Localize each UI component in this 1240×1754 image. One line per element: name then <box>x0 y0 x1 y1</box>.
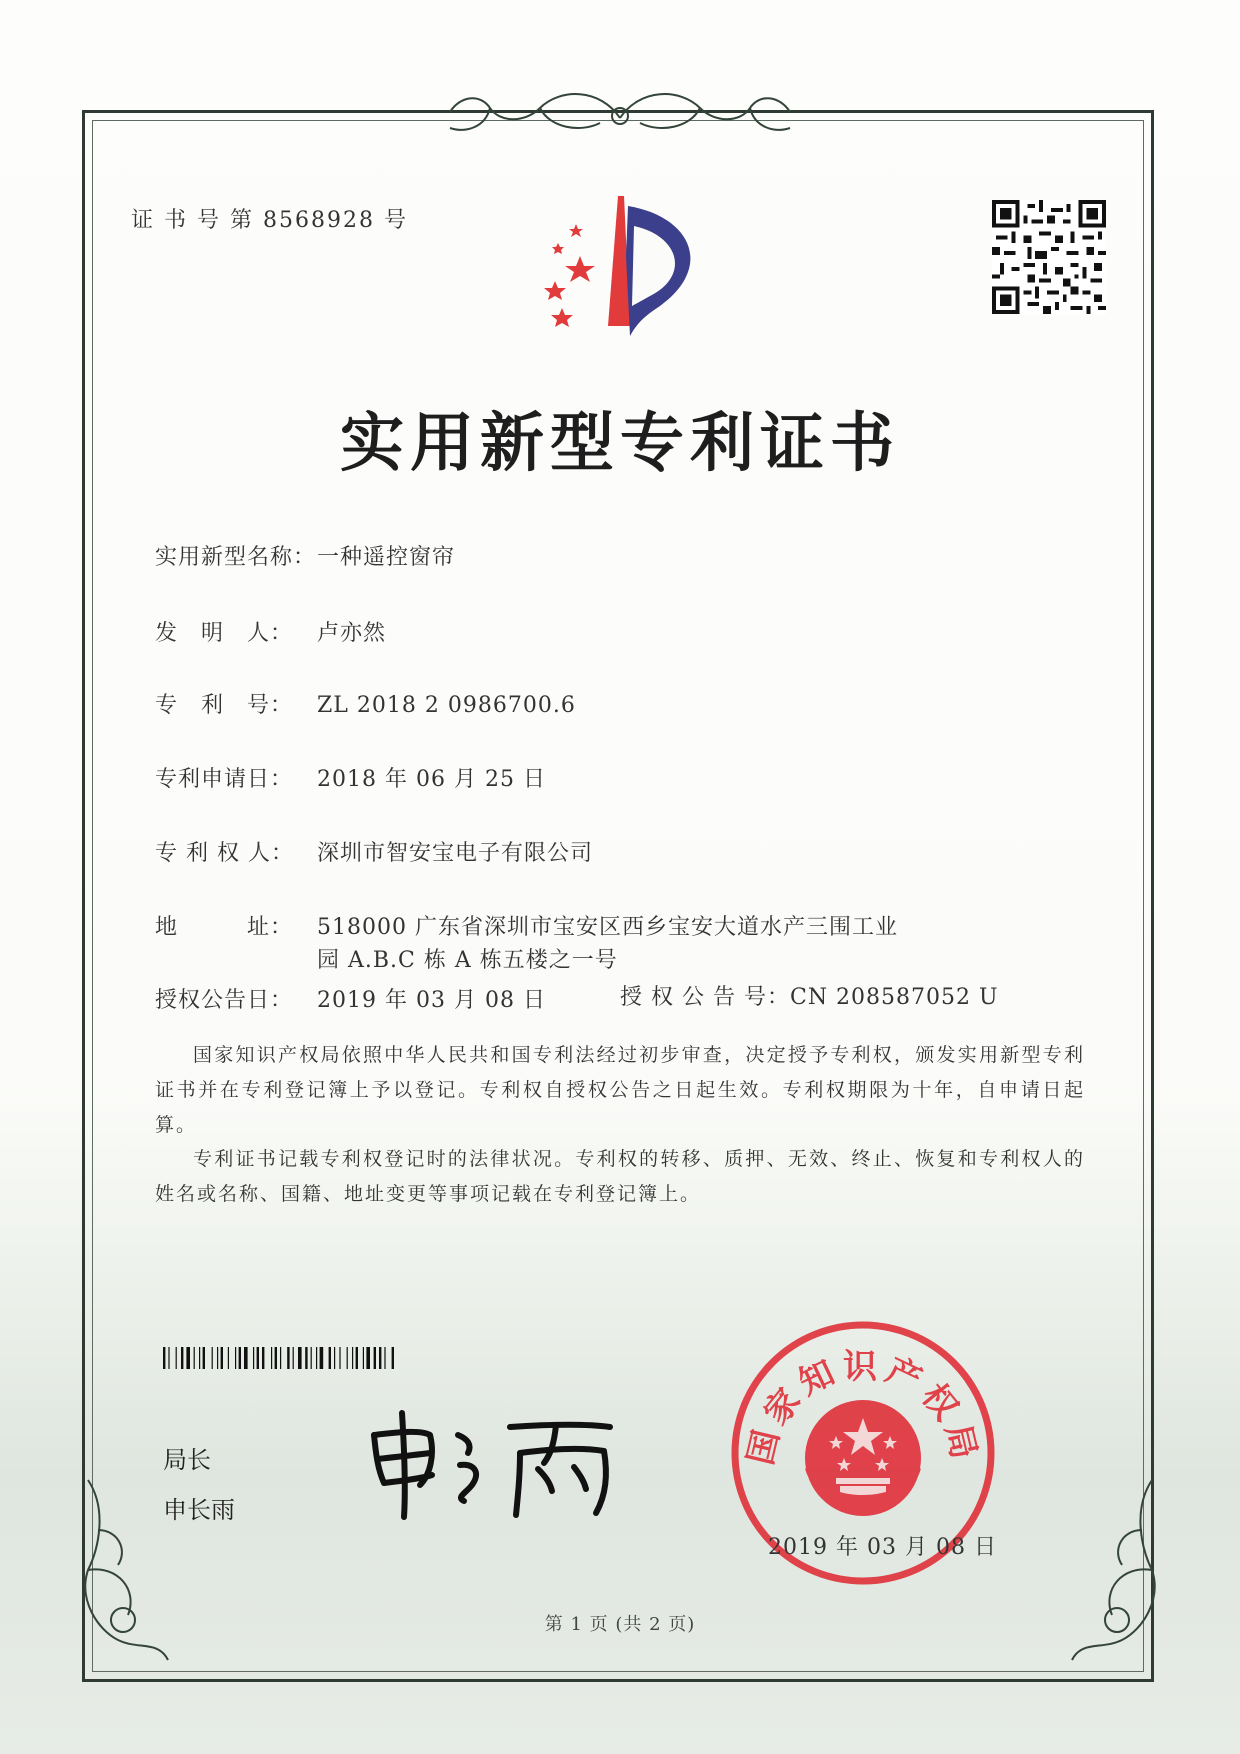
field-grant-publication-number <box>620 980 999 1011</box>
field-label: 授 权 公 告 号： <box>620 985 790 1010</box>
paragraph-grant-statement: 国家知识产权局依照中华人民共和国专利法经过初步审查，决定授予专利权，颁发实用新型专利证书并在专利登记簿上予以登记。专利权自授权公告之日起生效。专利权期限为十年，自申请日起算。 <box>155 1044 1085 1136</box>
address-line-2: 园 A.B.C 栋 A 栋五楼之一号 <box>317 948 618 973</box>
certificate-number: 证 书 号 第 8568928 号 <box>131 208 408 233</box>
bottom-right-ornament <box>1052 1470 1162 1680</box>
field-label: 实用新型名称： <box>155 545 317 570</box>
field-address <box>155 910 898 941</box>
page-number: 第 1 页 (共 2 页) <box>544 1614 696 1635</box>
director-title: 局长 <box>163 1446 211 1474</box>
certificate-title: 实用新型专利证书 <box>340 407 900 481</box>
director-name: 申长雨 <box>163 1496 235 1524</box>
field-value: 2019 年 03 月 08 日 <box>317 988 546 1013</box>
field-patentee <box>155 836 593 867</box>
field-inventor <box>155 616 386 647</box>
field-label: 授权公告日： <box>155 988 294 1013</box>
field-label: 地 址： <box>155 915 294 940</box>
field-value: ZL 2018 2 0986700.6 <box>317 693 576 718</box>
field-utility-model-name <box>155 540 455 571</box>
field-label: 专 利 号： <box>155 693 294 718</box>
barcode <box>163 1347 470 1369</box>
director-signature <box>360 1405 620 1525</box>
field-value: 2018 年 06 月 25 日 <box>317 767 546 792</box>
patent-office-logo <box>520 196 720 338</box>
field-application-date <box>155 762 546 793</box>
field-value: 深圳市智安宝电子有限公司 <box>317 841 594 866</box>
field-value: CN 208587052 U <box>789 985 999 1010</box>
field-value: 518000 广东省深圳市宝安区西乡宝安大道水产三围工业 <box>317 915 898 940</box>
qr-code <box>992 200 1106 314</box>
field-grant-date <box>155 983 546 1014</box>
top-ornament <box>430 78 810 144</box>
field-patent-number <box>155 688 576 719</box>
seal-text: 国家知识产权局 <box>740 1347 986 1469</box>
field-value: 一种遥控窗帘 <box>317 545 456 570</box>
paragraph-legal-status: 专利证书记载专利权登记时的法律状况。专利权的转移、质押、无效、终止、恢复和专利权人的姓名或名称、国籍、地址变更等事项记载在专利登记簿上。 <box>155 1148 1085 1205</box>
field-value: 卢亦然 <box>317 621 387 646</box>
field-label: 发 明 人： <box>155 621 294 646</box>
field-label: 专利申请日： <box>155 767 294 792</box>
field-label: 专 利 权 人： <box>155 841 294 866</box>
seal-date: 2019 年 03 月 08 日 <box>768 1535 997 1560</box>
